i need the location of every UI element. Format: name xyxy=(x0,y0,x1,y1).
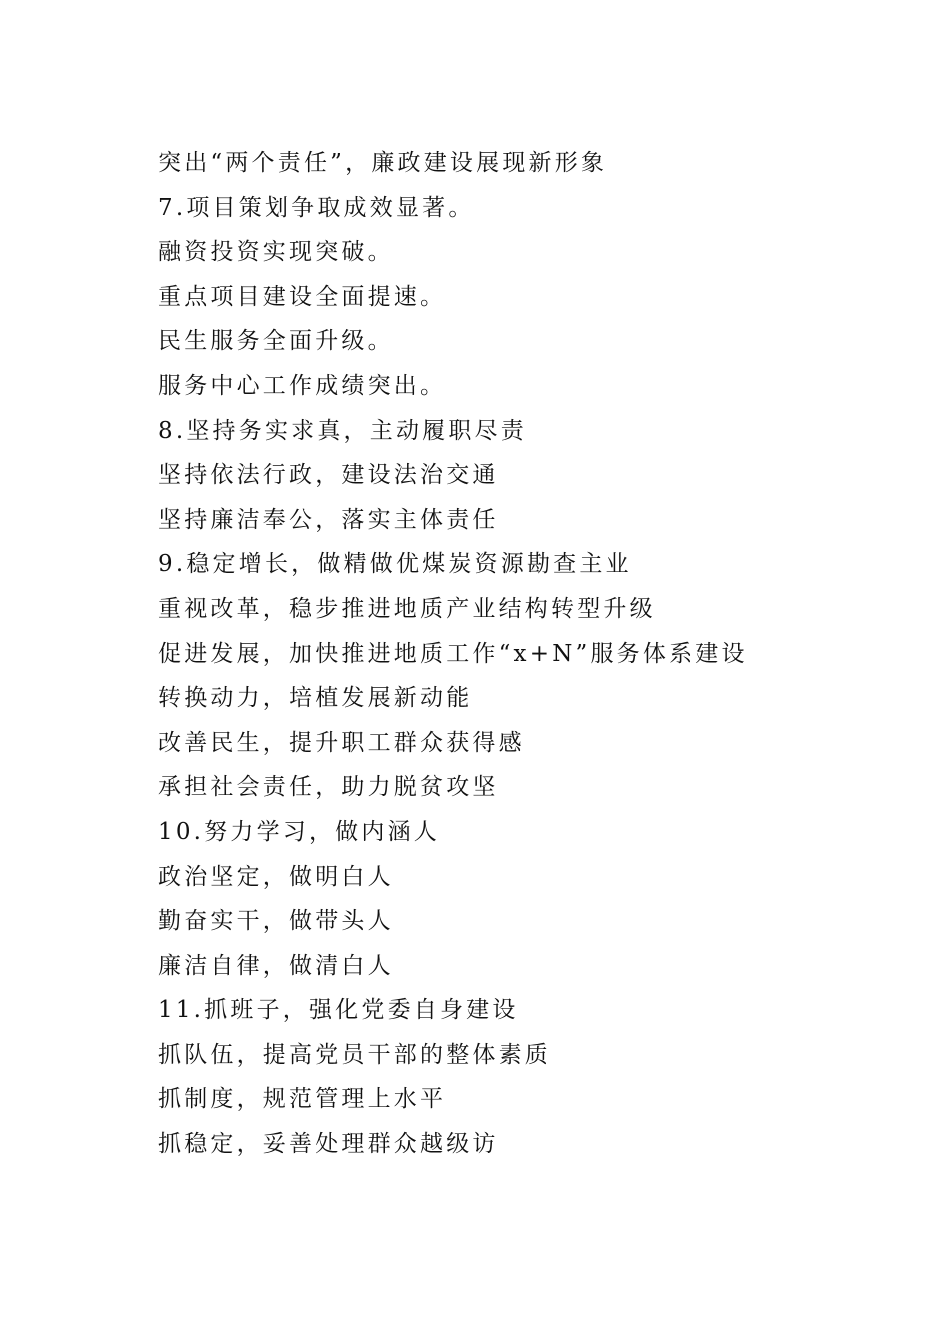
text-line: 坚持廉洁奉公，落实主体责任 xyxy=(158,506,499,533)
text-line: 改善民生，提升职工群众获得感 xyxy=(158,729,525,756)
text-line: 10.努力学习，做内涵人 xyxy=(158,818,440,845)
text-line: 坚持依法行政，建设法治交通 xyxy=(158,462,499,489)
text-line: 重点项目建设全面提速。 xyxy=(158,283,447,310)
text-line: 重视改革，稳步推进地质产业结构转型升级 xyxy=(158,595,656,622)
text-line: 促进发展，加快推进地质工作“x+N”服务体系建设 xyxy=(158,640,748,667)
text-line: 政治坚定，做明白人 xyxy=(158,863,394,890)
text-line: 抓稳定，妥善处理群众越级访 xyxy=(158,1131,499,1158)
text-line: 9.稳定增长，做精做优煤炭资源勘查主业 xyxy=(158,551,632,578)
text-line: 突出“两个责任”，廉政建设展现新形象 xyxy=(158,150,608,176)
text-line: 承担社会责任，助力脱贫攻坚 xyxy=(158,774,499,801)
text-line: 7.项目策划争取成效显著。 xyxy=(158,194,475,221)
document-body xyxy=(158,141,858,1167)
text-line: 8.坚持务实求真，主动履职尽责 xyxy=(158,417,527,444)
text-line: 服务中心工作成绩突出。 xyxy=(158,372,447,399)
text-line: 转换动力，培植发展新动能 xyxy=(158,685,473,712)
text-line: 廉洁自律，做清白人 xyxy=(158,952,394,979)
text-line: 民生服务全面升级。 xyxy=(158,328,394,355)
text-line: 勤奋实干，做带头人 xyxy=(158,908,394,935)
text-line: 融资投资实现突破。 xyxy=(158,239,394,266)
text-line: 11.抓班子，强化党委自身建设 xyxy=(158,997,519,1024)
text-line: 抓队伍，提高党员干部的整体素质 xyxy=(158,1041,551,1068)
text-line: 抓制度，规范管理上水平 xyxy=(158,1086,447,1113)
